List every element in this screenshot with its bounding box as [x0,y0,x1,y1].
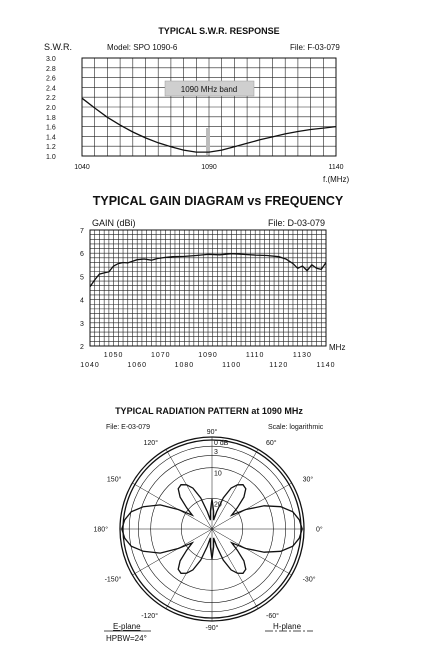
hpbw-label: HPBW=24° [106,634,147,643]
gain-y-tick-label: 6 [80,251,84,259]
swr-ylabel: S.W.R. [44,42,73,52]
gain-x-tick-label-lower: 1120 [269,362,289,369]
e-plane-label: E-plane [113,622,141,631]
swr-y-tick-label: 1.4 [46,134,56,142]
swr-model: Model: SPO 1090-6 [107,43,178,52]
swr-y-tick-label: 2.0 [46,105,56,112]
gain-chart [80,194,345,369]
gain-x-tick-label-lower: 1140 [316,362,336,369]
gain-x-tick-label-upper: 1090 [198,352,218,359]
polar-angle-label: -30° [302,576,316,584]
swr-y-tick-label: 2.6 [46,75,56,83]
swr-y-tick-label: 2.4 [46,85,56,93]
h-plane-label: H-plane [273,622,302,631]
swr-y-tick-labels [46,56,56,161]
swr-xlabel: f.(MHz) [323,175,350,184]
swr-y-tick-label: 1.0 [46,154,56,161]
polar-scale: Scale: logarithmic [268,424,324,431]
polar-angle-label: -150° [104,576,122,584]
polar-ring-label: 10 [214,470,222,478]
polar-angle-label: 0° [316,526,323,534]
polar-angle-label: 180° [93,526,108,534]
gain-x-tick-label-lower: 1100 [222,362,242,369]
polar-spoke [212,483,292,529]
swr-y-tick-label: 2.2 [46,95,56,103]
swr-x-tick-labels [74,164,343,171]
polar-angle-label: -60° [266,613,279,621]
polar-angle-label: 60° [266,439,277,447]
band-marker [206,128,210,155]
gain-file: File: D-03-079 [268,218,326,228]
swr-y-tick-label: 1.6 [46,124,56,132]
band-label: 1090 MHz band [180,85,238,94]
swr-chart [44,26,350,184]
gain-x-tick-label-upper: 1070 [151,352,171,359]
polar-angle-label: -120° [141,613,158,621]
polar-spoke [212,529,292,575]
swr-y-tick-label: 2.8 [46,65,56,73]
radiation-pattern-chart [94,406,324,643]
polar-angle-label: 30° [302,476,314,484]
gain-x-tick-labels [80,352,335,369]
gain-x-tick-label-upper: 1050 [103,352,124,359]
swr-y-tick-label: 3.0 [46,56,56,63]
gain-y-tick-label: 4 [80,297,84,305]
polar-spoke [212,449,258,529]
gain-y-tick-label: 3 [80,320,84,328]
gain-xlabel: MHz [329,343,346,352]
gain-y-tick-label: 7 [80,228,84,235]
gain-grid [90,230,326,346]
gain-x-tick-label-upper: 1110 [245,352,265,359]
polar-angle-label: -90° [205,625,219,632]
polar-ring-label: 3 [214,449,218,457]
polar-ring-labels [214,440,229,508]
swr-x-tick-label: 1040 [74,164,90,171]
gain-y-tick-labels [80,228,84,351]
polar-ring-label: 20 [214,501,222,509]
gain-x-tick-label-lower: 1080 [174,362,195,369]
polar-angle-label: 90° [206,429,218,436]
swr-x-tick-label: 1090 [201,164,217,171]
gain-y-tick-label: 2 [80,344,84,351]
gain-x-tick-label-lower: 1040 [80,362,100,369]
gain-x-tick-label-upper: 1130 [292,352,312,359]
swr-y-tick-label: 1.2 [46,144,56,152]
swr-title: TYPICAL S.W.R. RESPONSE [158,26,280,36]
swr-x-tick-label: 1140 [328,164,344,171]
polar-grid [120,437,304,621]
polar-angle-label: 120° [143,439,158,447]
polar-spoke [212,529,258,609]
gain-y-tick-label: 5 [80,274,84,282]
gain-ylabel: GAIN (dBi) [92,218,136,228]
polar-title: TYPICAL RADIATION PATTERN at 1090 MHz [115,406,303,416]
polar-spoke [166,449,212,529]
swr-y-tick-label: 1.8 [46,114,56,122]
polar-spoke [166,529,212,609]
polar-file: File: E-03-079 [106,424,150,431]
gain-x-tick-label-lower: 1060 [127,362,147,369]
polar-ring-label: 0 dB [214,440,229,447]
gain-title: TYPICAL GAIN DIAGRAM vs FREQUENCY [92,194,344,208]
swr-file: File: F-03-079 [290,43,340,52]
polar-angle-labels [94,428,323,632]
polar-angle-label: 150° [106,476,122,484]
